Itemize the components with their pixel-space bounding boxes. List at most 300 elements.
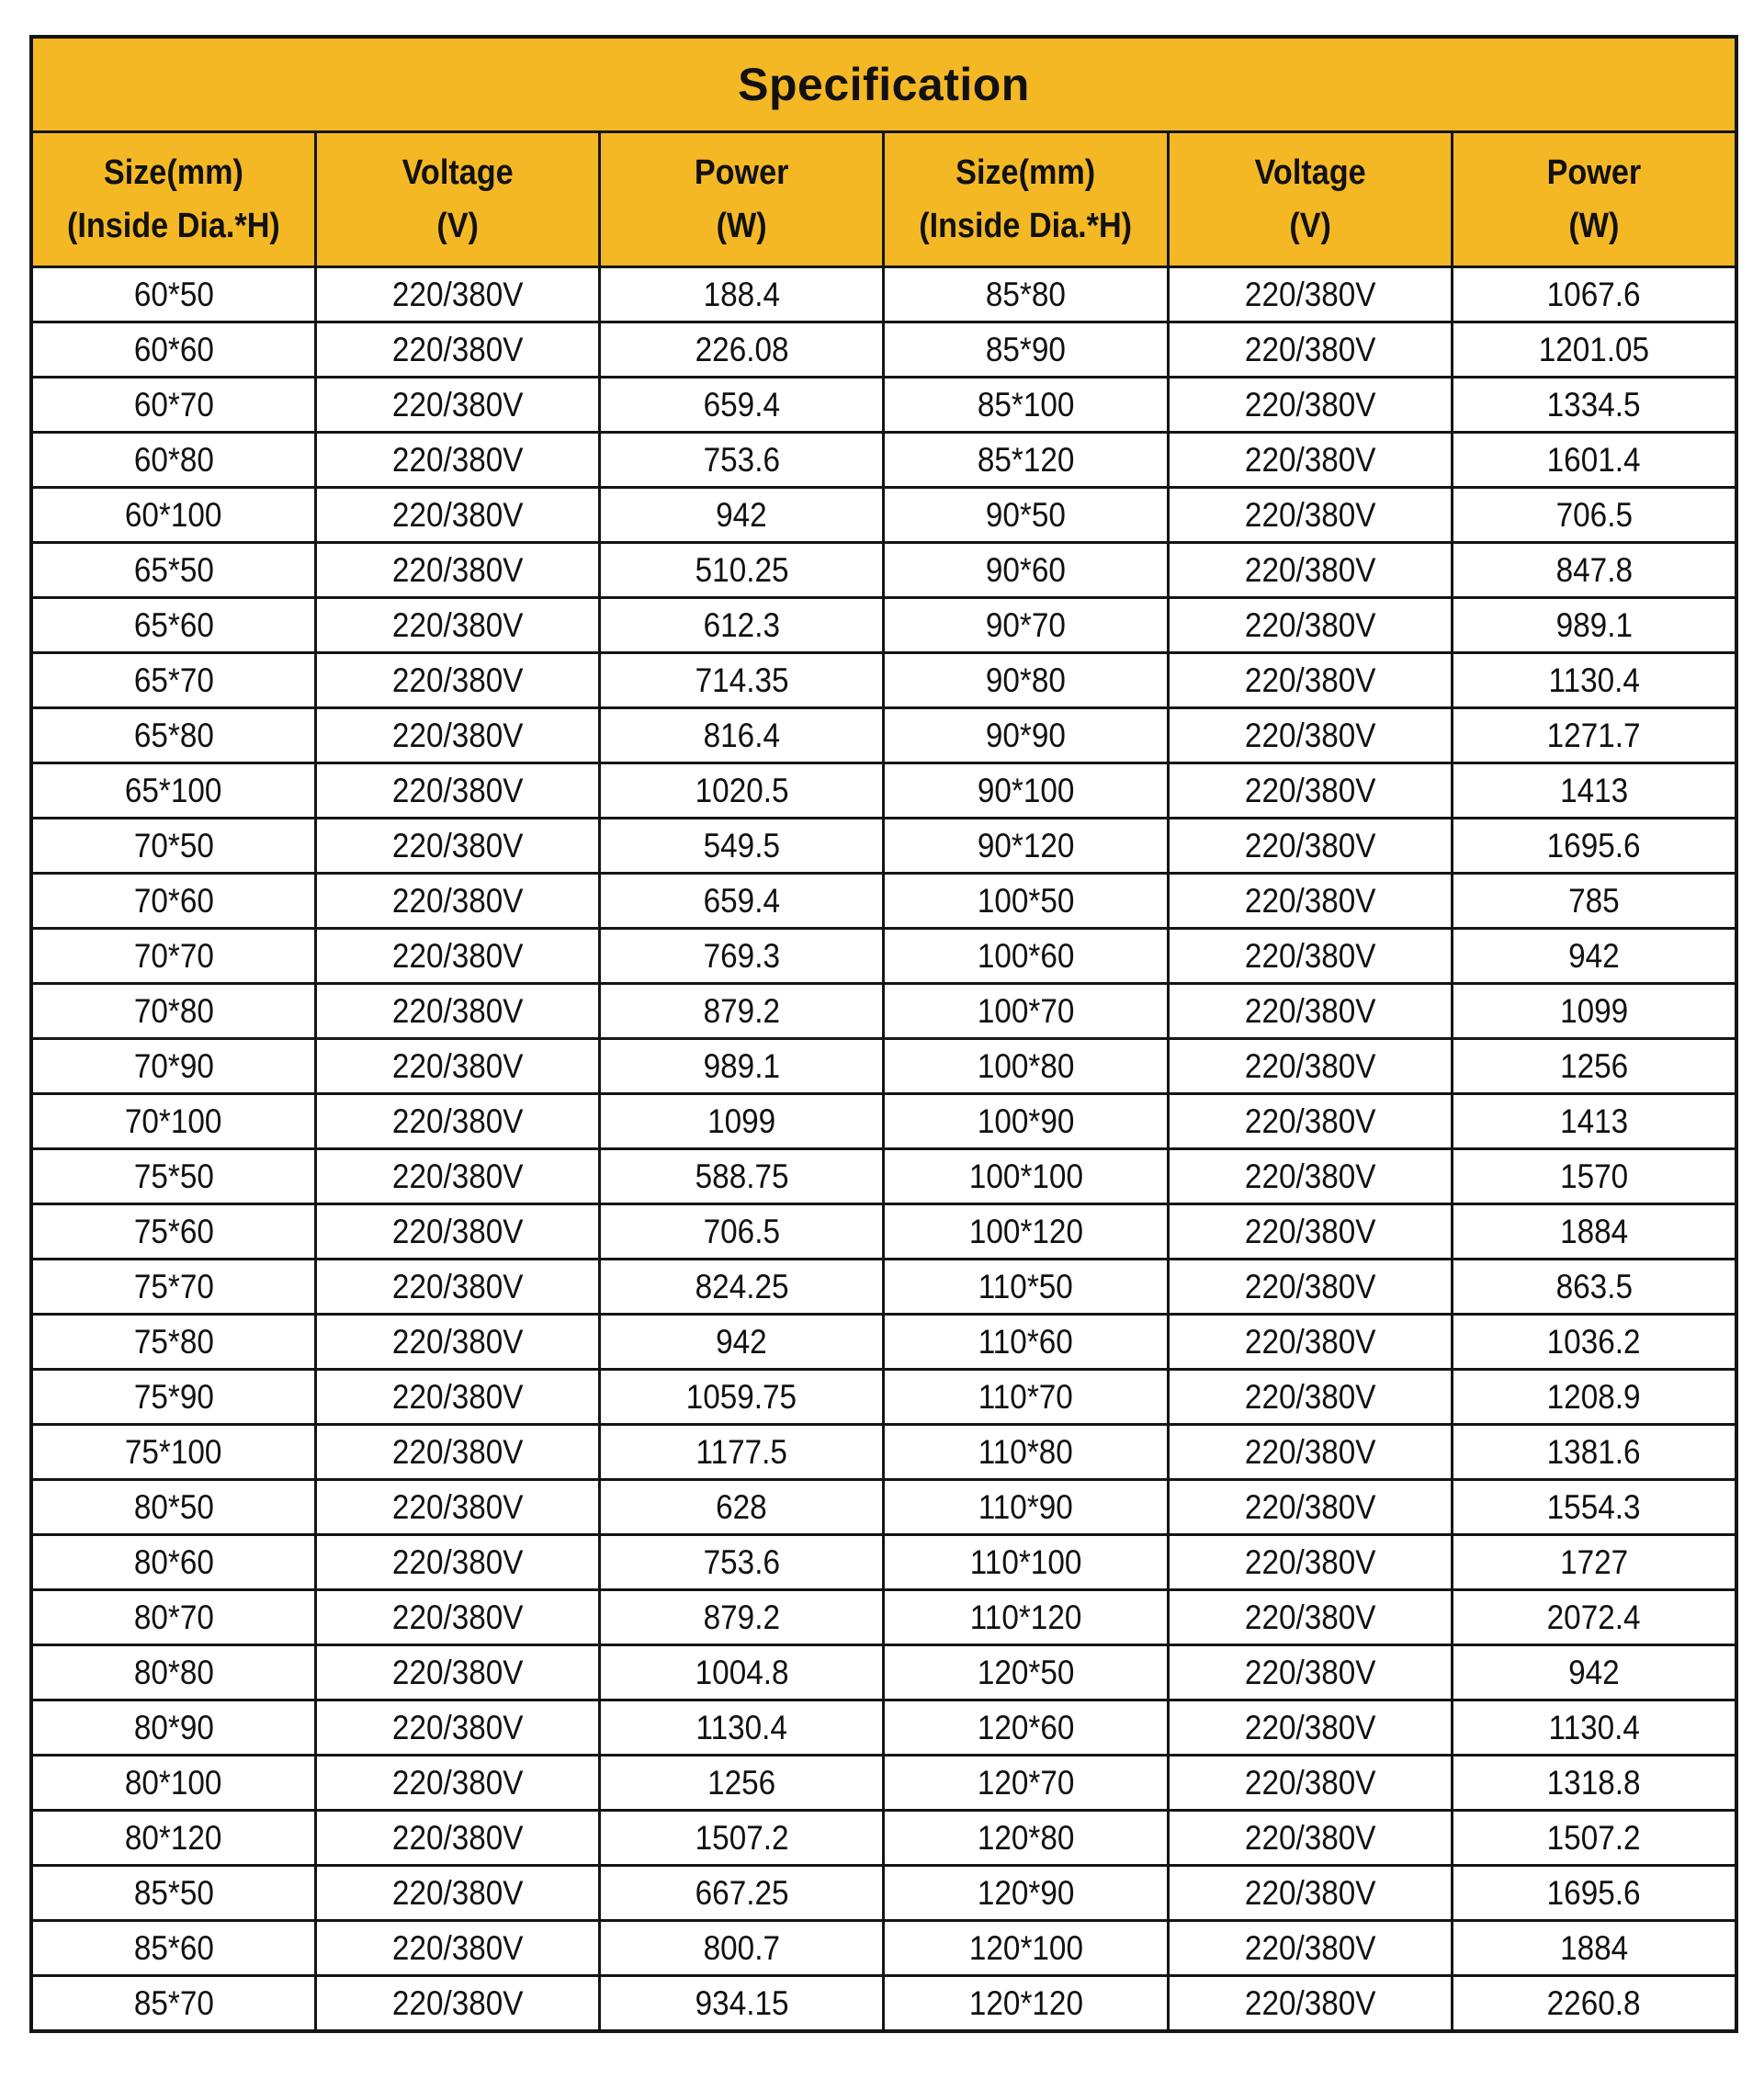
cell-value: 100*50	[977, 881, 1075, 920]
size-cell	[884, 1700, 1168, 1756]
cell-value: 879.2	[703, 991, 780, 1030]
power-cell	[600, 763, 884, 819]
table-row	[31, 708, 1736, 763]
voltage-cell	[315, 1039, 599, 1094]
size-cell	[884, 1094, 1168, 1149]
power-cell	[1453, 874, 1736, 929]
cell-value: 1318.8	[1547, 1763, 1641, 1802]
size-cell	[884, 1976, 1168, 2032]
power-cell	[1453, 433, 1736, 488]
size-cell	[884, 1204, 1168, 1260]
cell-value: 80*70	[133, 1598, 214, 1636]
power-cell	[1453, 1480, 1736, 1535]
size-cell	[31, 708, 315, 763]
cell-value: 90*90	[986, 716, 1067, 754]
cell-value: 1256	[707, 1763, 776, 1802]
cell-value: 220/380V	[1244, 1928, 1376, 1967]
cell-value: 120*100	[968, 1928, 1083, 1967]
voltage-cell	[315, 1370, 599, 1425]
power-cell	[1453, 763, 1736, 819]
cell-value: 220/380V	[1244, 385, 1376, 424]
cell-value: 75*60	[133, 1212, 214, 1250]
table-row	[31, 1976, 1736, 2032]
cell-value: 220/380V	[391, 275, 524, 313]
cell-value: 800.7	[703, 1928, 780, 1967]
cell-value: 120*90	[977, 1873, 1075, 1912]
voltage-cell	[315, 984, 599, 1039]
table-row	[31, 598, 1736, 653]
voltage-cell	[315, 1315, 599, 1370]
power-cell	[1453, 378, 1736, 433]
cell-value: 220/380V	[1244, 661, 1376, 699]
voltage-cell	[315, 819, 599, 874]
power-cell	[1453, 1260, 1736, 1315]
cell-value: 220/380V	[391, 1487, 524, 1526]
cell-value: 220/380V	[1244, 330, 1376, 368]
cell-value: 220/380V	[391, 440, 524, 479]
table-row	[31, 1480, 1736, 1535]
cell-value: 1601.4	[1547, 440, 1641, 479]
power-cell	[600, 708, 884, 763]
table-row	[31, 543, 1736, 598]
voltage-cell	[315, 598, 599, 653]
power-cell	[1453, 322, 1736, 378]
cell-value: 220/380V	[1244, 1267, 1376, 1305]
voltage-cell	[315, 1866, 599, 1921]
power-cell	[600, 1425, 884, 1480]
size-cell	[31, 929, 315, 984]
cell-value: 85*60	[133, 1928, 214, 1967]
cell-value: 220/380V	[391, 330, 524, 368]
size-cell	[31, 1645, 315, 1700]
voltage-cell	[1168, 1260, 1452, 1315]
cell-value: 65*70	[133, 661, 214, 699]
cell-value: 942	[716, 495, 768, 534]
cell-value: 110*100	[969, 1542, 1082, 1581]
cell-value: 100*120	[968, 1212, 1083, 1250]
size-cell	[31, 1370, 315, 1425]
cell-value: 100*90	[977, 1101, 1075, 1140]
size-cell	[884, 267, 1168, 322]
cell-value: 85*80	[986, 275, 1067, 313]
column-header-label: Size(mm)	[103, 153, 243, 192]
cell-value: 85*50	[133, 1873, 214, 1912]
power-cell	[1453, 1590, 1736, 1645]
table-title: Specification	[31, 37, 1736, 132]
cell-value: 549.5	[703, 826, 780, 864]
cell-value: 75*90	[133, 1377, 214, 1416]
size-cell	[884, 653, 1168, 708]
cell-value: 879.2	[703, 1598, 780, 1636]
size-cell	[31, 1149, 315, 1204]
cell-value: 70*50	[133, 826, 214, 864]
voltage-cell	[315, 1260, 599, 1315]
table-row	[31, 1756, 1736, 1811]
table-row	[31, 322, 1736, 378]
cell-value: 220/380V	[1244, 1212, 1376, 1250]
power-cell	[1453, 1315, 1736, 1370]
cell-value: 2260.8	[1547, 1983, 1641, 2022]
cell-value: 220/380V	[1244, 881, 1376, 920]
cell-value: 220/380V	[1244, 1542, 1376, 1581]
power-cell	[600, 488, 884, 543]
cell-value: 1130.4	[1548, 1708, 1640, 1746]
table-body	[31, 267, 1736, 2032]
voltage-cell	[1168, 708, 1452, 763]
table-row	[31, 1700, 1736, 1756]
power-cell	[1453, 267, 1736, 322]
cell-value: 769.3	[703, 936, 780, 975]
size-cell	[884, 1315, 1168, 1370]
cell-value: 934.15	[695, 1983, 789, 2022]
power-cell	[1453, 1700, 1736, 1756]
power-cell	[600, 1480, 884, 1535]
cell-value: 753.6	[703, 1542, 780, 1581]
cell-value: 220/380V	[391, 716, 524, 754]
column-header-unit: (Inside Dia.*H)	[919, 207, 1133, 245]
size-cell	[884, 433, 1168, 488]
size-cell	[31, 543, 315, 598]
size-cell	[31, 1315, 315, 1370]
size-cell	[884, 763, 1168, 819]
voltage-cell	[315, 1204, 599, 1260]
column-header-power-right	[1453, 132, 1736, 267]
cell-value: 1884	[1560, 1212, 1629, 1250]
power-cell	[1453, 1535, 1736, 1590]
voltage-cell	[315, 1921, 599, 1976]
cell-value: 220/380V	[1244, 1157, 1376, 1195]
power-cell	[1453, 1370, 1736, 1425]
voltage-cell	[315, 1149, 599, 1204]
cell-value: 1130.4	[695, 1708, 788, 1746]
cell-value: 1004.8	[695, 1653, 789, 1691]
cell-value: 220/380V	[391, 550, 524, 589]
cell-value: 220/380V	[1244, 1487, 1376, 1526]
voltage-cell	[1168, 598, 1452, 653]
cell-value: 220/380V	[391, 1212, 524, 1250]
power-cell	[1453, 1866, 1736, 1921]
cell-value: 612.3	[703, 605, 780, 644]
table-row	[31, 1094, 1736, 1149]
voltage-cell	[315, 1094, 599, 1149]
table-row	[31, 819, 1736, 874]
cell-value: 188.4	[703, 275, 780, 313]
size-cell	[31, 598, 315, 653]
cell-value: 1067.6	[1547, 275, 1641, 313]
size-cell	[884, 929, 1168, 984]
cell-value: 220/380V	[1244, 1377, 1376, 1416]
column-header-unit: (V)	[1289, 207, 1331, 245]
cell-value: 220/380V	[391, 881, 524, 920]
cell-value: 220/380V	[1244, 771, 1376, 809]
cell-value: 1570	[1560, 1157, 1629, 1195]
voltage-cell	[315, 763, 599, 819]
voltage-cell	[1168, 1811, 1452, 1866]
power-cell	[1453, 653, 1736, 708]
power-cell	[1453, 488, 1736, 543]
cell-value: 220/380V	[1244, 495, 1376, 534]
cell-value: 1177.5	[695, 1432, 788, 1471]
power-cell	[600, 1645, 884, 1700]
cell-value: 60*60	[133, 330, 214, 368]
cell-value: 220/380V	[391, 1542, 524, 1581]
cell-value: 85*70	[133, 1983, 214, 2022]
cell-value: 1334.5	[1547, 385, 1641, 424]
size-cell	[31, 1756, 315, 1811]
voltage-cell	[1168, 874, 1452, 929]
voltage-cell	[315, 1756, 599, 1811]
size-cell	[884, 1811, 1168, 1866]
cell-value: 1256	[1560, 1046, 1629, 1085]
voltage-cell	[1168, 1425, 1452, 1480]
table-row	[31, 653, 1736, 708]
size-cell	[31, 1811, 315, 1866]
cell-value: 220/380V	[1244, 1818, 1376, 1857]
voltage-cell	[1168, 1921, 1452, 1976]
voltage-cell	[1168, 488, 1452, 543]
power-cell	[600, 267, 884, 322]
cell-value: 75*70	[133, 1267, 214, 1305]
voltage-cell	[315, 378, 599, 433]
size-cell	[31, 1921, 315, 1976]
cell-value: 60*100	[125, 495, 222, 534]
size-cell	[884, 1039, 1168, 1094]
size-cell	[884, 819, 1168, 874]
cell-value: 220/380V	[1244, 1653, 1376, 1691]
cell-value: 714.35	[695, 661, 789, 699]
power-cell	[600, 653, 884, 708]
voltage-cell	[1168, 1535, 1452, 1590]
power-cell	[1453, 1756, 1736, 1811]
size-cell	[884, 1921, 1168, 1976]
column-header-unit: (W)	[1568, 207, 1620, 245]
cell-value: 1059.75	[686, 1377, 797, 1416]
cell-value: 1036.2	[1547, 1322, 1641, 1361]
cell-value: 70*80	[133, 991, 214, 1030]
cell-value: 80*50	[133, 1487, 214, 1526]
voltage-cell	[1168, 1094, 1452, 1149]
size-cell	[884, 1370, 1168, 1425]
voltage-cell	[1168, 543, 1452, 598]
cell-value: 100*60	[977, 936, 1075, 975]
power-cell	[600, 1921, 884, 1976]
table-row	[31, 378, 1736, 433]
cell-value: 220/380V	[391, 1983, 524, 2022]
cell-value: 659.4	[703, 385, 780, 424]
power-cell	[600, 1866, 884, 1921]
power-cell	[600, 433, 884, 488]
cell-value: 110*70	[978, 1377, 1074, 1416]
column-header-voltage-right	[1168, 132, 1452, 267]
cell-value: 110*60	[978, 1322, 1074, 1361]
cell-value: 510.25	[695, 550, 789, 589]
table-row	[31, 1590, 1736, 1645]
size-cell	[884, 708, 1168, 763]
cell-value: 220/380V	[1244, 1046, 1376, 1085]
table-row	[31, 267, 1736, 322]
size-cell	[884, 1645, 1168, 1700]
cell-value: 110*80	[978, 1432, 1074, 1471]
power-cell	[1453, 1094, 1736, 1149]
size-cell	[31, 1094, 315, 1149]
cell-value: 220/380V	[391, 1377, 524, 1416]
voltage-cell	[1168, 1645, 1452, 1700]
column-header-label: Power	[1546, 153, 1642, 192]
voltage-cell	[1168, 984, 1452, 1039]
cell-value: 85*100	[977, 385, 1075, 424]
size-cell	[31, 322, 315, 378]
size-cell	[884, 1149, 1168, 1204]
column-header-unit: (Inside Dia.*H)	[66, 207, 280, 245]
voltage-cell	[315, 1480, 599, 1535]
cell-value: 120*50	[977, 1653, 1075, 1691]
column-header-power-left	[600, 132, 884, 267]
power-cell	[600, 598, 884, 653]
voltage-cell	[1168, 1480, 1452, 1535]
column-header-unit: (V)	[436, 207, 479, 245]
cell-value: 220/380V	[391, 495, 524, 534]
cell-value: 220/380V	[391, 771, 524, 809]
cell-value: 863.5	[1555, 1267, 1633, 1305]
power-cell	[600, 819, 884, 874]
cell-value: 90*60	[986, 550, 1067, 589]
size-cell	[884, 322, 1168, 378]
table-row	[31, 1315, 1736, 1370]
cell-value: 220/380V	[391, 1101, 524, 1140]
voltage-cell	[315, 929, 599, 984]
size-cell	[31, 1535, 315, 1590]
size-cell	[31, 1976, 315, 2032]
power-cell	[600, 1756, 884, 1811]
size-cell	[31, 984, 315, 1039]
cell-value: 1208.9	[1547, 1377, 1641, 1416]
power-cell	[1453, 984, 1736, 1039]
table-row	[31, 1260, 1736, 1315]
power-cell	[1453, 1976, 1736, 2032]
cell-value: 1381.6	[1547, 1432, 1641, 1471]
voltage-cell	[315, 267, 599, 322]
power-cell	[1453, 1425, 1736, 1480]
voltage-cell	[315, 653, 599, 708]
size-cell	[31, 763, 315, 819]
cell-value: 220/380V	[391, 1818, 524, 1857]
power-cell	[600, 1260, 884, 1315]
cell-value: 220/380V	[391, 1708, 524, 1746]
table-row	[31, 1866, 1736, 1921]
cell-value: 80*80	[133, 1653, 214, 1691]
cell-value: 588.75	[695, 1157, 789, 1195]
cell-value: 100*70	[977, 991, 1075, 1030]
column-header-label: Size(mm)	[956, 153, 1096, 192]
cell-value: 989.1	[1555, 605, 1633, 644]
cell-value: 220/380V	[1244, 936, 1376, 975]
cell-value: 100*80	[977, 1046, 1075, 1085]
cell-value: 1271.7	[1547, 716, 1641, 754]
power-cell	[600, 874, 884, 929]
cell-value: 220/380V	[1244, 1983, 1376, 2022]
size-cell	[31, 1480, 315, 1535]
power-cell	[600, 1204, 884, 1260]
power-cell	[600, 929, 884, 984]
voltage-cell	[1168, 819, 1452, 874]
size-cell	[31, 1039, 315, 1094]
cell-value: 60*70	[133, 385, 214, 424]
cell-value: 667.25	[695, 1873, 789, 1912]
cell-value: 220/380V	[391, 1653, 524, 1691]
power-cell	[1453, 598, 1736, 653]
cell-value: 220/380V	[1244, 1432, 1376, 1471]
cell-value: 70*60	[133, 881, 214, 920]
voltage-cell	[315, 708, 599, 763]
cell-value: 2072.4	[1547, 1598, 1641, 1636]
power-cell	[600, 1039, 884, 1094]
cell-value: 1413	[1560, 1101, 1629, 1140]
table-row	[31, 1149, 1736, 1204]
cell-value: 220/380V	[391, 1928, 524, 1967]
size-cell	[31, 874, 315, 929]
cell-value: 70*70	[133, 936, 214, 975]
voltage-cell	[1168, 763, 1452, 819]
voltage-cell	[315, 1535, 599, 1590]
cell-value: 989.1	[703, 1046, 780, 1085]
cell-value: 120*80	[977, 1818, 1075, 1857]
cell-value: 1884	[1560, 1928, 1629, 1967]
voltage-cell	[315, 543, 599, 598]
cell-value: 90*100	[977, 771, 1075, 809]
column-header-label: Voltage	[401, 153, 514, 192]
size-cell	[884, 984, 1168, 1039]
cell-value: 1695.6	[1547, 826, 1641, 864]
table-row	[31, 1204, 1736, 1260]
cell-value: 220/380V	[391, 385, 524, 424]
size-cell	[31, 1425, 315, 1480]
table-row	[31, 1039, 1736, 1094]
power-cell	[600, 1149, 884, 1204]
cell-value: 706.5	[703, 1212, 780, 1250]
cell-value: 628	[716, 1487, 768, 1526]
cell-value: 80*100	[125, 1763, 222, 1802]
specification-table	[29, 35, 1738, 2033]
voltage-cell	[1168, 1756, 1452, 1811]
power-cell	[1453, 1204, 1736, 1260]
cell-value: 226.08	[695, 330, 789, 368]
size-cell	[31, 653, 315, 708]
power-cell	[1453, 929, 1736, 984]
size-cell	[31, 1260, 315, 1315]
cell-value: 70*100	[125, 1101, 222, 1140]
size-cell	[31, 488, 315, 543]
size-cell	[31, 267, 315, 322]
size-cell	[884, 598, 1168, 653]
cell-value: 220/380V	[1244, 1598, 1376, 1636]
cell-value: 120*120	[968, 1983, 1083, 2022]
cell-value: 220/380V	[391, 1598, 524, 1636]
cell-value: 220/380V	[391, 661, 524, 699]
column-header-size-left	[31, 132, 315, 267]
column-header-label: Voltage	[1254, 153, 1366, 192]
voltage-cell	[315, 874, 599, 929]
power-cell	[600, 984, 884, 1039]
column-header-unit: (W)	[716, 207, 767, 245]
cell-value: 65*50	[133, 550, 214, 589]
cell-value: 75*80	[133, 1322, 214, 1361]
table-row	[31, 1535, 1736, 1590]
power-cell	[1453, 543, 1736, 598]
cell-value: 706.5	[1555, 495, 1633, 534]
power-cell	[600, 1700, 884, 1756]
table-row	[31, 1645, 1736, 1700]
column-header-voltage-left	[315, 132, 599, 267]
